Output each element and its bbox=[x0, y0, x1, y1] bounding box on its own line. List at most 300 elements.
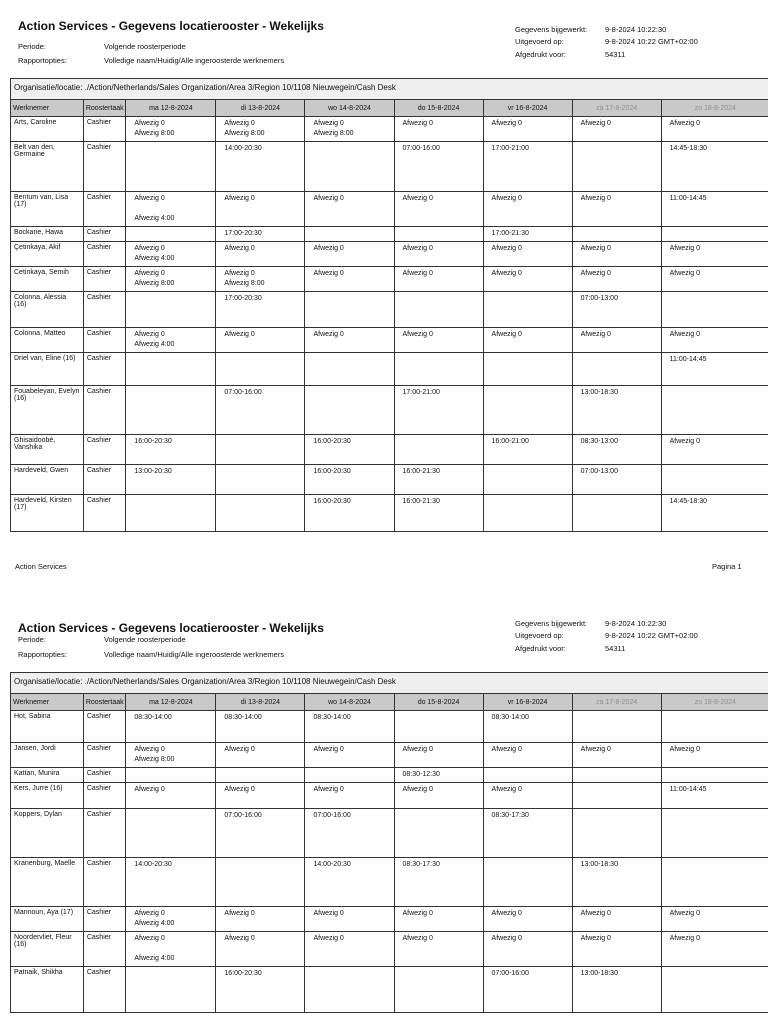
header-day-mon: ma 12-8-2024 bbox=[126, 694, 216, 711]
roster-task: Cashier bbox=[83, 743, 126, 768]
employee-name: Ghisaidoobé, Vanshika bbox=[11, 435, 84, 465]
header-task: Roostertaak bbox=[83, 100, 126, 117]
shift-cell bbox=[305, 743, 394, 768]
shift-entry: 16:00-21:00 bbox=[491, 438, 529, 445]
shift-entry: 07:00-16:00 bbox=[313, 812, 351, 819]
shift-cell bbox=[216, 292, 305, 328]
shift-entry: Afwezig 0 bbox=[313, 786, 344, 793]
shift-cell bbox=[305, 292, 394, 328]
employee-name: Hot, Sabina bbox=[11, 711, 84, 743]
shift-cell bbox=[572, 711, 661, 743]
shift-cell bbox=[483, 858, 572, 907]
location-row bbox=[11, 673, 768, 694]
shift-entry: 11:00-14:45 bbox=[669, 195, 707, 202]
shift-entry bbox=[134, 944, 212, 954]
shift-cell bbox=[216, 711, 305, 743]
afgedrukt-label: Afgedrukt voor: bbox=[515, 644, 566, 653]
shift-cell bbox=[126, 353, 216, 386]
employee-name: Koppers, Dylan bbox=[11, 809, 84, 858]
shift-entry: Afwezig 0 bbox=[134, 935, 165, 942]
shift-entry: Afwezig 0 bbox=[134, 245, 165, 252]
location-label: Organisatie/locatie: bbox=[14, 677, 83, 686]
rapportopties-value: Volledige naam/Huidig/Alle ingeroosterde werknemers bbox=[104, 56, 285, 65]
shift-cell bbox=[394, 267, 483, 292]
table-row bbox=[11, 435, 768, 465]
shift-cell bbox=[572, 435, 661, 465]
shift-entry: Afwezig 8:00 bbox=[224, 280, 265, 287]
shift-entry: 17:00-21:00 bbox=[491, 145, 529, 152]
roster-task: Cashier bbox=[83, 292, 126, 328]
shift-cell bbox=[661, 242, 768, 267]
shift-entry: 07:00-16:00 bbox=[491, 970, 529, 977]
shift-entry: Afwezig 4:00 bbox=[134, 341, 175, 348]
shift-cell bbox=[483, 192, 572, 227]
shift-cell bbox=[126, 495, 216, 532]
bijgewerkt-value: 9-8-2024 10:22:30 bbox=[605, 619, 667, 628]
shift-cell bbox=[216, 768, 305, 783]
employee-name: Hardeveld, Gwen bbox=[11, 465, 84, 495]
shift-entry: 11:00-14:45 bbox=[669, 356, 707, 363]
shift-entry: Afwezig 0 bbox=[669, 746, 700, 753]
shift-cell bbox=[394, 783, 483, 809]
shift-entry: Afwezig 0 bbox=[313, 746, 344, 753]
shift-cell bbox=[483, 465, 572, 495]
shift-entry: Afwezig 0 bbox=[134, 786, 165, 793]
roster-task: Cashier bbox=[83, 242, 126, 267]
roster-task: Cashier bbox=[83, 907, 126, 932]
shift-cell bbox=[126, 967, 216, 1013]
roster-task: Cashier bbox=[83, 932, 126, 967]
shift-cell bbox=[483, 768, 572, 783]
shift-cell bbox=[394, 328, 483, 353]
shift-entry: 08:30-14:00 bbox=[313, 714, 351, 721]
shift-cell bbox=[305, 192, 394, 227]
shift-entry: Afwezig 0 bbox=[580, 120, 611, 127]
shift-cell bbox=[483, 743, 572, 768]
table-row bbox=[11, 967, 768, 1013]
shift-entry: 07:00-13:00 bbox=[580, 295, 618, 302]
shift-cell bbox=[661, 117, 768, 142]
shift-cell bbox=[216, 967, 305, 1013]
periode-label: Periode: bbox=[18, 635, 46, 644]
shift-cell bbox=[126, 292, 216, 328]
shift-entry: Afwezig 0 bbox=[134, 746, 165, 753]
afgedrukt-value: 54311 bbox=[605, 644, 626, 653]
shift-cell bbox=[661, 858, 768, 907]
shift-entry: Afwezig 4:00 bbox=[134, 955, 175, 962]
shift-entry: Afwezig 0 bbox=[580, 746, 611, 753]
shift-entry: 16:00-20:30 bbox=[313, 438, 351, 445]
shift-cell bbox=[216, 267, 305, 292]
shift-entry: Afwezig 0 bbox=[134, 120, 165, 127]
employee-name: Bockarie, Hawa bbox=[11, 227, 84, 242]
table-row bbox=[11, 117, 768, 142]
shift-cell bbox=[394, 292, 483, 328]
employee-name: Belt van den, Germaine bbox=[11, 142, 84, 192]
shift-cell bbox=[661, 932, 768, 967]
shift-cell bbox=[572, 768, 661, 783]
shift-cell bbox=[305, 267, 394, 292]
shift-cell bbox=[305, 711, 394, 743]
shift-cell bbox=[216, 465, 305, 495]
shift-entry: Afwezig 0 bbox=[224, 195, 255, 202]
shift-cell bbox=[572, 192, 661, 227]
shift-cell bbox=[216, 142, 305, 192]
shift-entry: Afwezig 4:00 bbox=[134, 920, 175, 927]
shift-cell bbox=[126, 809, 216, 858]
periode-label: Periode: bbox=[18, 42, 46, 51]
header-day-sun: zo 18-8-2024 bbox=[661, 100, 768, 117]
employee-name: Cetinkaya, Semih bbox=[11, 267, 84, 292]
shift-entry: 17:00-20:30 bbox=[224, 230, 262, 237]
shift-cell bbox=[305, 809, 394, 858]
shift-cell bbox=[483, 328, 572, 353]
footer-company: Action Services bbox=[15, 562, 67, 571]
shift-cell bbox=[394, 768, 483, 783]
employee-name: Mannoun, Aya (17) bbox=[11, 907, 84, 932]
shift-entry: 14:00-20:30 bbox=[313, 861, 351, 868]
shift-cell bbox=[126, 435, 216, 465]
shift-entry: Afwezig 0 bbox=[669, 270, 700, 277]
shift-entry: Afwezig 0 bbox=[313, 331, 344, 338]
shift-entry: Afwezig 0 bbox=[402, 195, 433, 202]
shift-entry: 07:00-13:00 bbox=[580, 468, 618, 475]
shift-entry: 16:00-20:30 bbox=[224, 970, 262, 977]
employee-name: Kranenburg, Maelle bbox=[11, 858, 84, 907]
roster-task: Cashier bbox=[83, 967, 126, 1013]
shift-cell bbox=[216, 932, 305, 967]
shift-cell bbox=[661, 495, 768, 532]
shift-entry: Afwezig 0 bbox=[669, 331, 700, 338]
shift-cell bbox=[661, 386, 768, 435]
roster-task: Cashier bbox=[83, 435, 126, 465]
shift-cell bbox=[661, 783, 768, 809]
header-day-wed: wo 14-8-2024 bbox=[305, 694, 394, 711]
afgedrukt-value: 54311 bbox=[605, 50, 626, 59]
report-title: Action Services - Gegevens locatierooster - Wekelijks bbox=[18, 621, 324, 635]
shift-entry: Afwezig 8:00 bbox=[134, 130, 175, 137]
uitgevoerd-label: Uitgevoerd op: bbox=[515, 37, 564, 46]
shift-cell bbox=[483, 783, 572, 809]
shift-cell bbox=[572, 858, 661, 907]
shift-cell bbox=[572, 465, 661, 495]
shift-cell bbox=[572, 292, 661, 328]
rapportopties-label: Rapportopties: bbox=[18, 650, 67, 659]
table-row bbox=[11, 711, 768, 743]
shift-entry: 14:45-18:30 bbox=[669, 145, 708, 152]
employee-name: Noordervliet, Fleur (16) bbox=[11, 932, 84, 967]
shift-cell bbox=[661, 907, 768, 932]
shift-cell bbox=[483, 353, 572, 386]
shift-entry: Afwezig 0 bbox=[134, 910, 165, 917]
shift-entry: 13:00-20:30 bbox=[134, 468, 172, 475]
shift-cell bbox=[572, 267, 661, 292]
roster-task: Cashier bbox=[83, 192, 126, 227]
roster-task: Cashier bbox=[83, 117, 126, 142]
bijgewerkt-value: 9-8-2024 10:22:30 bbox=[605, 25, 667, 34]
shift-entry: Afwezig 0 bbox=[402, 786, 433, 793]
shift-cell bbox=[305, 386, 394, 435]
shift-cell bbox=[305, 328, 394, 353]
shift-cell bbox=[394, 386, 483, 435]
employee-name: Driel van, Eline (16) bbox=[11, 353, 84, 386]
shift-entry: Afwezig 0 bbox=[491, 331, 522, 338]
roster-task: Cashier bbox=[83, 711, 126, 743]
shift-cell bbox=[126, 386, 216, 435]
shift-entry: Afwezig 0 bbox=[580, 195, 611, 202]
shift-cell bbox=[483, 809, 572, 858]
header-day-thu: do 15-8-2024 bbox=[394, 100, 483, 117]
employee-name: Colonna, Alessia (16) bbox=[11, 292, 84, 328]
shift-cell bbox=[305, 858, 394, 907]
table-row bbox=[11, 292, 768, 328]
shift-entry: 08:30-13:00 bbox=[580, 438, 618, 445]
shift-cell bbox=[394, 435, 483, 465]
shift-cell bbox=[305, 907, 394, 932]
shift-entry: 11:00-14:45 bbox=[669, 786, 707, 793]
shift-entry: Afwezig 0 bbox=[313, 270, 344, 277]
shift-entry: Afwezig 0 bbox=[580, 331, 611, 338]
shift-cell bbox=[394, 192, 483, 227]
employee-name: Patnaik, Shikha bbox=[11, 967, 84, 1013]
shift-cell bbox=[572, 907, 661, 932]
shift-entry: 16:00-21:30 bbox=[402, 498, 440, 505]
shift-entry: Afwezig 0 bbox=[491, 245, 522, 252]
shift-entry: 16:00-20:30 bbox=[134, 438, 172, 445]
table-row bbox=[11, 142, 768, 192]
roster-task: Cashier bbox=[83, 353, 126, 386]
location-cell bbox=[11, 673, 768, 694]
table-row bbox=[11, 267, 768, 292]
shift-cell bbox=[305, 465, 394, 495]
roster-task: Cashier bbox=[83, 328, 126, 353]
uitgevoerd-label: Uitgevoerd op: bbox=[515, 631, 564, 640]
table-row bbox=[11, 495, 768, 532]
shift-cell bbox=[216, 192, 305, 227]
shift-entry: Afwezig 0 bbox=[491, 910, 522, 917]
shift-entry: Afwezig 0 bbox=[669, 245, 700, 252]
shift-entry: Afwezig 8:00 bbox=[134, 756, 175, 763]
table-row bbox=[11, 743, 768, 768]
employee-name: Kers, Jurre (16) bbox=[11, 783, 84, 809]
shift-cell bbox=[483, 227, 572, 242]
header-day-fri: vr 16-8-2024 bbox=[483, 694, 572, 711]
shift-cell bbox=[305, 117, 394, 142]
shift-cell bbox=[216, 117, 305, 142]
shift-entry: Afwezig 0 bbox=[134, 270, 165, 277]
shift-entry: Afwezig 0 bbox=[224, 331, 255, 338]
header-day-sat: za 17-8-2024 bbox=[572, 694, 661, 711]
table-row bbox=[11, 192, 768, 227]
shift-entry: Afwezig 0 bbox=[134, 331, 165, 338]
shift-cell bbox=[394, 907, 483, 932]
roster-task: Cashier bbox=[83, 768, 126, 783]
shift-cell bbox=[216, 227, 305, 242]
shift-cell bbox=[126, 142, 216, 192]
shift-cell bbox=[661, 743, 768, 768]
roster-task: Cashier bbox=[83, 495, 126, 532]
header-employee: Werknemer bbox=[11, 100, 84, 117]
roster-task: Cashier bbox=[83, 809, 126, 858]
shift-entry: 13:00-18:30 bbox=[580, 861, 618, 868]
table-row bbox=[11, 858, 768, 907]
table-row bbox=[11, 227, 768, 242]
employee-name: Jansen, Jordi bbox=[11, 743, 84, 768]
shift-cell bbox=[483, 292, 572, 328]
shift-cell bbox=[394, 743, 483, 768]
shift-cell bbox=[216, 809, 305, 858]
shift-cell bbox=[126, 743, 216, 768]
rapportopties-label: Rapportopties: bbox=[18, 56, 67, 65]
shift-cell bbox=[126, 267, 216, 292]
table-row bbox=[11, 783, 768, 809]
footer-page-number: Pagina 1 bbox=[712, 562, 742, 571]
shift-cell bbox=[305, 783, 394, 809]
employee-name: Bentum van, Lisa (17) bbox=[11, 192, 84, 227]
shift-cell bbox=[126, 768, 216, 783]
shift-entry: Afwezig 0 bbox=[580, 245, 611, 252]
shift-cell bbox=[572, 117, 661, 142]
shift-cell bbox=[572, 242, 661, 267]
shift-entry bbox=[134, 204, 212, 214]
bijgewerkt-label: Gegevens bijgewerkt: bbox=[515, 619, 588, 628]
shift-entry: Afwezig 0 bbox=[491, 195, 522, 202]
shift-cell bbox=[126, 783, 216, 809]
shift-entry: Afwezig 0 bbox=[313, 935, 344, 942]
shift-entry: Afwezig 4:00 bbox=[134, 255, 175, 262]
shift-cell bbox=[483, 142, 572, 192]
shift-entry: Afwezig 0 bbox=[491, 270, 522, 277]
shift-cell bbox=[572, 227, 661, 242]
rapportopties-value: Volledige naam/Huidig/Alle ingeroosterde werknemers bbox=[104, 650, 285, 659]
shift-cell bbox=[661, 967, 768, 1013]
shift-entry: 14:45-18:30 bbox=[669, 498, 708, 505]
shift-cell bbox=[661, 267, 768, 292]
bijgewerkt-label: Gegevens bijgewerkt: bbox=[515, 25, 588, 34]
shift-cell bbox=[126, 192, 216, 227]
shift-entry: 07:00-16:00 bbox=[224, 389, 262, 396]
shift-entry: 13:00-18:30 bbox=[580, 389, 618, 396]
shift-cell bbox=[661, 227, 768, 242]
shift-cell bbox=[216, 495, 305, 532]
shift-entry: Afwezig 0 bbox=[491, 786, 522, 793]
shift-entry: 08:30-14:00 bbox=[134, 714, 172, 721]
shift-entry: Afwezig 0 bbox=[224, 245, 255, 252]
shift-entry: 07:00-16:00 bbox=[402, 145, 440, 152]
shift-cell bbox=[483, 932, 572, 967]
shift-entry: Afwezig 0 bbox=[313, 195, 344, 202]
shift-entry: Afwezig 0 bbox=[224, 935, 255, 942]
shift-cell bbox=[305, 353, 394, 386]
shift-cell bbox=[126, 932, 216, 967]
shift-cell bbox=[483, 495, 572, 532]
shift-cell bbox=[572, 743, 661, 768]
shift-cell bbox=[661, 328, 768, 353]
shift-entry: Afwezig 0 bbox=[402, 120, 433, 127]
shift-cell bbox=[126, 117, 216, 142]
shift-cell bbox=[572, 809, 661, 858]
shift-cell bbox=[572, 353, 661, 386]
shift-entry: 08:30-12:30 bbox=[402, 771, 440, 778]
shift-cell bbox=[661, 435, 768, 465]
column-header-row bbox=[11, 694, 768, 711]
table-row bbox=[11, 768, 768, 783]
shift-cell bbox=[483, 117, 572, 142]
shift-cell bbox=[305, 967, 394, 1013]
shift-cell bbox=[572, 783, 661, 809]
roster-task: Cashier bbox=[83, 267, 126, 292]
periode-value: Volgende roosterperiode bbox=[104, 42, 186, 51]
shift-cell bbox=[483, 435, 572, 465]
header-day-mon: ma 12-8-2024 bbox=[126, 100, 216, 117]
shift-entry: Afwezig 0 bbox=[313, 910, 344, 917]
shift-cell bbox=[126, 858, 216, 907]
shift-entry: Afwezig 0 bbox=[669, 438, 700, 445]
shift-entry: Afwezig 4:00 bbox=[134, 215, 175, 222]
table-row bbox=[11, 242, 768, 267]
header-day-wed: wo 14-8-2024 bbox=[305, 100, 394, 117]
shift-entry: 08:30-17:30 bbox=[402, 861, 440, 868]
shift-entry: Afwezig 0 bbox=[224, 786, 255, 793]
employee-name: Colonna, Matteo bbox=[11, 328, 84, 353]
shift-entry: Afwezig 0 bbox=[313, 120, 344, 127]
shift-cell bbox=[661, 809, 768, 858]
shift-cell bbox=[394, 932, 483, 967]
header-day-tue: di 13-8-2024 bbox=[216, 100, 305, 117]
shift-cell bbox=[216, 743, 305, 768]
header-day-thu: do 15-8-2024 bbox=[394, 694, 483, 711]
roster-table bbox=[10, 672, 768, 1013]
shift-cell bbox=[126, 711, 216, 743]
shift-entry: 14:00-20:30 bbox=[224, 145, 262, 152]
shift-entry: 17:00-21:00 bbox=[402, 389, 440, 396]
roster-task: Cashier bbox=[83, 465, 126, 495]
shift-cell bbox=[394, 465, 483, 495]
shift-entry: Afwezig 0 bbox=[491, 120, 522, 127]
shift-cell bbox=[572, 328, 661, 353]
employee-name: Fouabeleyan, Evelyn (16) bbox=[11, 386, 84, 435]
shift-cell bbox=[483, 242, 572, 267]
roster-task: Cashier bbox=[83, 142, 126, 192]
shift-cell bbox=[305, 932, 394, 967]
shift-entry: Afwezig 0 bbox=[134, 195, 165, 202]
shift-entry: Afwezig 0 bbox=[224, 270, 255, 277]
shift-cell bbox=[126, 907, 216, 932]
shift-cell bbox=[216, 435, 305, 465]
shift-entry: Afwezig 0 bbox=[669, 910, 700, 917]
shift-cell bbox=[394, 858, 483, 907]
header-day-fri: vr 16-8-2024 bbox=[483, 100, 572, 117]
shift-entry: Afwezig 8:00 bbox=[224, 130, 265, 137]
shift-entry: 16:00-20:30 bbox=[313, 468, 351, 475]
roster-task: Cashier bbox=[83, 227, 126, 242]
table-row bbox=[11, 353, 768, 386]
shift-cell bbox=[216, 386, 305, 435]
header-task: Roostertaak bbox=[83, 694, 126, 711]
shift-entry: Afwezig 0 bbox=[224, 746, 255, 753]
shift-entry: Afwezig 0 bbox=[402, 245, 433, 252]
shift-cell bbox=[572, 142, 661, 192]
afgedrukt-label: Afgedrukt voor: bbox=[515, 50, 566, 59]
shift-entry: 14:00-20:30 bbox=[134, 861, 172, 868]
shift-cell bbox=[216, 858, 305, 907]
shift-cell bbox=[661, 142, 768, 192]
shift-entry: Afwezig 0 bbox=[580, 270, 611, 277]
location-cell bbox=[11, 79, 768, 100]
location-path: ./Action/Netherlands/Sales Organization/Area 3/Region 10/1108 Nieuwegein/Cash Desk bbox=[84, 83, 396, 92]
shift-entry: 16:00-20:30 bbox=[313, 498, 351, 505]
table-row bbox=[11, 465, 768, 495]
